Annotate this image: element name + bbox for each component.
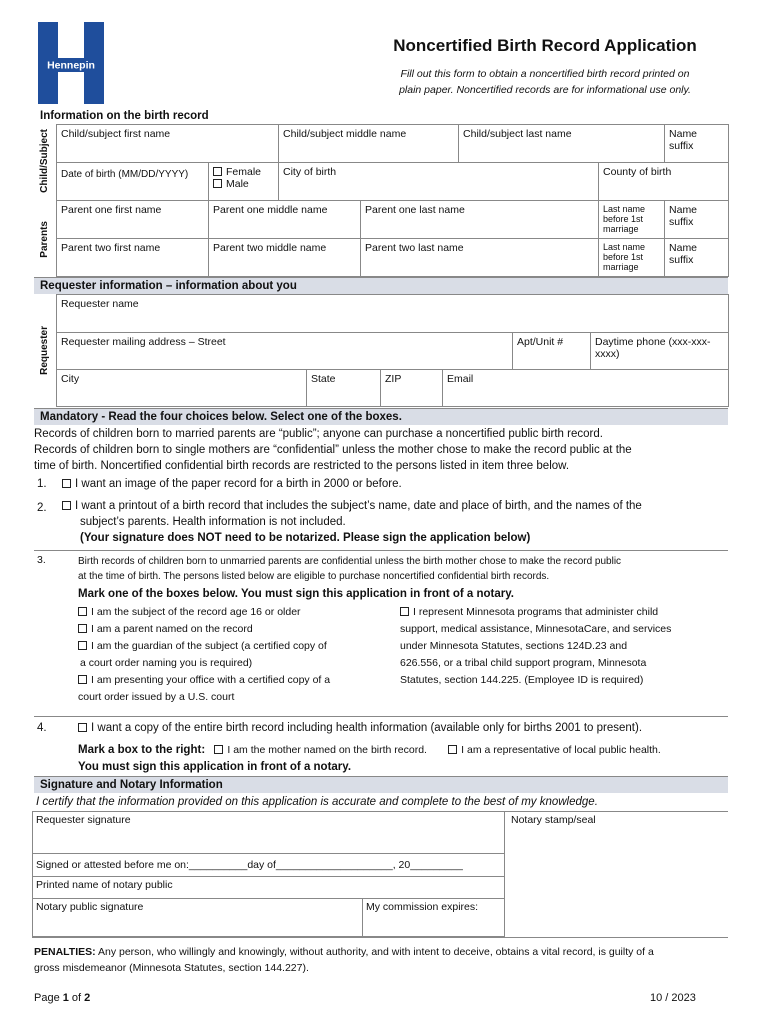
option-4-divider xyxy=(34,716,728,717)
signature-heading: Signature and Notary Information xyxy=(34,776,728,793)
option-3-right-choice[interactable]: I represent Minnesota programs that administer child support, medical assistance, MinnesotaCare, and services under Minnesota Statutes, sections 124D.23 and 626.556, or a tribal child support program, Minnesota Statutes, section 144.225. (Employee ID is required) xyxy=(400,606,672,686)
option-4-notary-notice: You must sign this application in front of a notary. xyxy=(78,761,352,773)
option-3-divider xyxy=(34,550,728,551)
parent-two-last-field[interactable]: Parent two last name xyxy=(361,239,599,277)
mother-checkbox[interactable]: I am the mother named on the birth record. xyxy=(214,744,427,756)
notary-printed-name-field[interactable]: Printed name of notary public xyxy=(33,877,505,899)
city-of-birth-field[interactable]: City of birth xyxy=(279,163,599,201)
court-order-checkbox[interactable]: I am presenting your office with a certified copy of a xyxy=(78,672,388,689)
child-first-name-field[interactable]: Child/subject first name xyxy=(57,125,279,163)
child-middle-name-field[interactable]: Child/subject middle name xyxy=(279,125,459,163)
side-label-parents: Parents xyxy=(38,220,50,258)
option-2-checkbox[interactable]: I want a printout of a birth record that includes the subject’s name, date and place of birth, and the names of the subject’s parents. Health information is not included. (Your signature does NOT need to be notarized. Please sign the application below) xyxy=(62,498,728,546)
option-4-checkbox[interactable]: I want a copy of the entire birth record including health information (available only for births 2001 to present). xyxy=(78,720,728,736)
side-label-child-subject: Child/Subject xyxy=(38,129,50,193)
mandatory-heading: Mandatory - Read the four choices below. Select one of the boxes. xyxy=(34,408,728,425)
county-of-birth-field[interactable]: County of birth xyxy=(599,163,729,201)
revision-date: 10 / 2023 xyxy=(650,992,696,1004)
page-number: Page 1 of 2 xyxy=(34,992,91,1004)
birth-record-table xyxy=(56,124,729,277)
requester-heading: Requester information – information about you xyxy=(34,277,728,294)
logo-text: Hennepin xyxy=(47,59,95,72)
date-of-birth-field[interactable]: Date of birth (MM/DD/YYYY) xyxy=(57,163,209,201)
option-3-left-choices: I am the subject of the record age 16 or older I am a parent named on the record I am the guardian of the subject (a certified copy of a court order naming you is required) I am presenting your office with a certified copy of a court order issued by a U.S. court xyxy=(78,604,388,706)
guardian-checkbox[interactable]: I am the guardian of the subject (a certified copy of xyxy=(78,638,388,655)
option-3-description: Birth records of children born to unmarried parents are confidential unless the birth mother chose to make the record public at the time of birth. The persons listed below are eligible to purchase noncertified confidential birth records. xyxy=(78,556,622,582)
requester-city-field[interactable]: City xyxy=(57,370,307,407)
notary-stamp-area[interactable]: Notary stamp/seal xyxy=(504,811,728,937)
child-name-suffix-field[interactable]: Name suffix xyxy=(665,125,729,163)
requester-street-field[interactable]: Requester mailing address – Street xyxy=(57,333,513,370)
option-3-instruction: Mark one of the boxes below. You must sign this application in front of a notary. xyxy=(78,588,514,600)
notary-signature-field[interactable]: Notary public signature xyxy=(33,899,363,937)
parent-one-suffix-field[interactable]: Name suffix xyxy=(665,201,729,239)
hennepin-logo xyxy=(38,22,104,104)
signature-table xyxy=(32,811,505,937)
public-health-checkbox[interactable]: I am a representative of local public health. xyxy=(448,744,661,756)
parent-named-checkbox[interactable]: I am a parent named on the record xyxy=(78,621,388,638)
requester-table xyxy=(56,294,729,407)
parent-two-before-marriage-field[interactable]: Last name before 1st marriage xyxy=(599,239,665,277)
penalties-notice: PENALTIES: Any person, who willingly and knowingly, without authority, and with intent to deceive, obtains a vital record, is guilty of a gross misdemeanor (Minnesota Statutes, section 144.227). xyxy=(34,946,654,974)
parent-one-first-field[interactable]: Parent one first name xyxy=(57,201,209,239)
parent-one-last-field[interactable]: Parent one last name xyxy=(361,201,599,239)
child-last-name-field[interactable]: Child/subject last name xyxy=(459,125,665,163)
requester-state-field[interactable]: State xyxy=(307,370,381,407)
certification-statement: I certify that the information provided on this application is accurate and complete to the best of my knowledge. xyxy=(36,796,598,808)
requester-email-field[interactable]: Email xyxy=(443,370,729,407)
commission-expires-field[interactable]: My commission expires: xyxy=(363,899,505,937)
parent-two-suffix-field[interactable]: Name suffix xyxy=(665,239,729,277)
subject-16-checkbox[interactable]: I am the subject of the record age 16 or older xyxy=(78,604,388,621)
option-4-mark-row: Mark a box to the right: I am the mother named on the birth record. I am a representative of local public health. xyxy=(78,744,661,756)
option-3-number: 3. xyxy=(37,554,46,566)
birth-record-heading: Information on the birth record xyxy=(34,108,728,124)
female-checkbox[interactable]: Female xyxy=(213,166,274,178)
page-subtitle: Fill out this form to obtain a noncertified birth record printed on plain paper. Noncertified records are for informational use only. xyxy=(399,68,691,96)
requester-zip-field[interactable]: ZIP xyxy=(381,370,443,407)
option-1-checkbox[interactable]: I want an image of the paper record for a birth in 2000 or before. xyxy=(62,476,402,492)
parent-one-before-marriage-field[interactable]: Last name before 1st marriage xyxy=(599,201,665,239)
parent-two-middle-field[interactable]: Parent two middle name xyxy=(209,239,361,277)
attested-date-field[interactable]: Signed or attested before me on:__________day of____________________, 20_________ xyxy=(33,854,505,877)
signature-bottom-rule xyxy=(32,937,728,938)
male-checkbox[interactable]: Male xyxy=(213,178,274,190)
side-label-requester: Requester xyxy=(38,325,50,375)
requester-apt-field[interactable]: Apt/Unit # xyxy=(513,333,591,370)
sex-checkboxes xyxy=(209,163,279,201)
parent-two-first-field[interactable]: Parent two first name xyxy=(57,239,209,277)
option-1-number: 1. xyxy=(37,478,47,490)
page-title: Noncertified Birth Record Application xyxy=(393,36,697,55)
requester-signature-field[interactable]: Requester signature xyxy=(33,812,505,854)
parent-one-middle-field[interactable]: Parent one middle name xyxy=(209,201,361,239)
requester-phone-field[interactable]: Daytime phone (xxx-xxx-xxxx) xyxy=(591,333,729,370)
option-4-number: 4. xyxy=(37,722,47,734)
option-2-number: 2. xyxy=(37,502,47,514)
mandatory-intro: Records of children born to married parents are “public”; anyone can purchase a noncertified public birth record. Records of children born to single mothers are “confidential” unless the mother chose to make the record public at the time of birth. Noncertified confidential birth records are restricted to the persons listed in item three below. xyxy=(34,428,632,472)
requester-name-field[interactable]: Requester name xyxy=(57,295,729,333)
